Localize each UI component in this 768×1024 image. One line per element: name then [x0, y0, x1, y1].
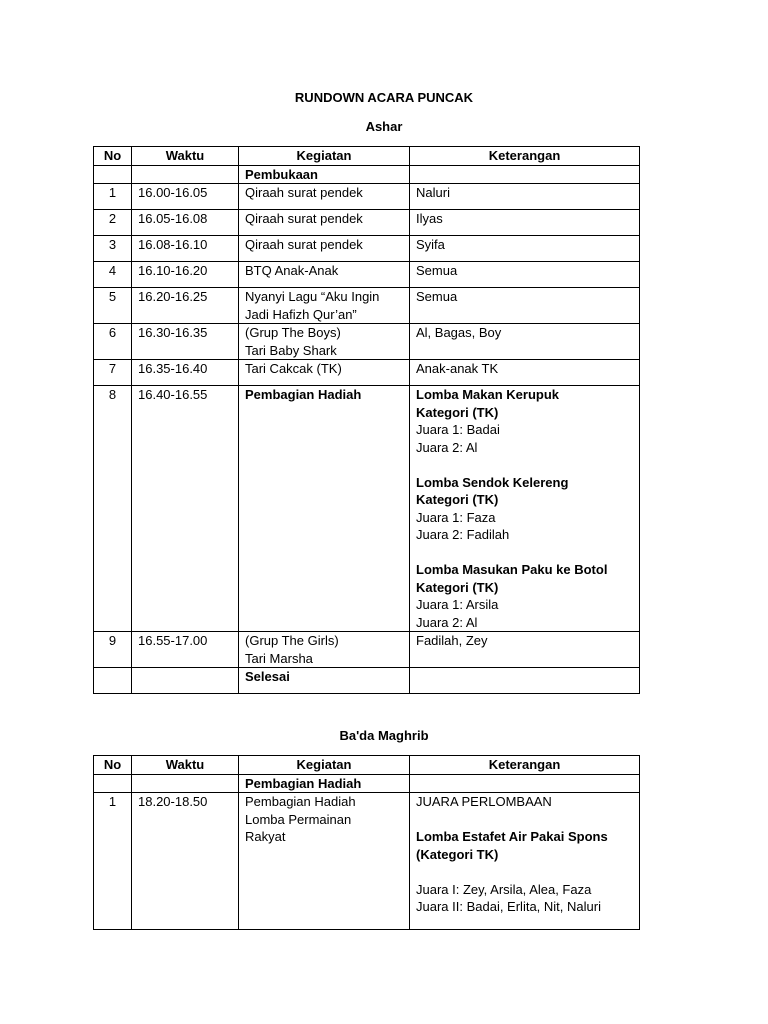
- cell-keterangan: [410, 386, 640, 632]
- lomba-title: Lomba Masukan Paku ke Botol: [416, 562, 608, 577]
- winner-line: Juara 2: Fadilah: [416, 527, 510, 542]
- header-waktu: Waktu: [132, 756, 239, 775]
- cell-kegiatan: [239, 184, 410, 210]
- lomba-title: Kategori (TK): [416, 404, 499, 420]
- spacer: [416, 456, 633, 474]
- cell-keterangan: [410, 288, 640, 324]
- kegiatan-line: (Grup The Girls): [245, 633, 339, 648]
- cell-no: 5: [94, 288, 132, 324]
- section-title-maghrib: Ba'da Maghrib: [339, 728, 429, 743]
- table-row-closing: [94, 668, 640, 694]
- cell-kegiatan: [239, 360, 410, 386]
- rundown-table-ashar: [93, 146, 640, 694]
- winner-line: Juara 1: Arsila: [416, 597, 499, 612]
- table-row: [94, 386, 640, 632]
- keterangan-line: Semua: [416, 263, 458, 278]
- cell-no: 7: [94, 360, 132, 386]
- kegiatan-line: Qiraah surat pendek: [245, 237, 363, 252]
- spacer: [416, 544, 633, 562]
- cell-no: 4: [94, 262, 132, 288]
- table-row: [94, 288, 640, 324]
- kegiatan-line: Rakyat: [245, 829, 286, 844]
- table-row: [94, 632, 640, 668]
- cell-keterangan: [410, 324, 640, 360]
- cell-kegiatan: Selesai: [239, 668, 410, 694]
- cell-keterangan: [410, 210, 640, 236]
- cell-waktu: [132, 774, 239, 793]
- kegiatan-line: Tari Cakcak (TK): [245, 361, 342, 376]
- kegiatan-line: Qiraah surat pendek: [245, 211, 363, 226]
- cell-keterangan: [410, 184, 640, 210]
- table-header-row: [94, 147, 640, 166]
- kegiatan-line: Qiraah surat pendek: [245, 185, 363, 200]
- cell-kegiatan: [239, 288, 410, 324]
- cell-kegiatan: Pembukaan: [239, 165, 410, 184]
- cell-keterangan: [410, 668, 640, 694]
- table-row: [94, 324, 640, 360]
- header-kegiatan: Kegiatan: [239, 756, 410, 775]
- kegiatan-line: Pembagian Hadiah: [245, 794, 356, 809]
- lomba-title: (Kategori TK): [416, 846, 499, 862]
- cell-kegiatan: [239, 236, 410, 262]
- lomba-title: Lomba Estafet Air Pakai Spons: [416, 829, 608, 844]
- table-row: [94, 262, 640, 288]
- kegiatan-line: (Grup The Boys): [245, 325, 341, 340]
- keterangan-line: Al, Bagas, Boy: [416, 325, 502, 340]
- kegiatan-line: Nyanyi Lagu “Aku Ingin: [245, 289, 380, 304]
- lomba-title: Lomba Makan Kerupuk: [416, 387, 560, 402]
- cell-waktu: 16.40-16.55: [132, 386, 239, 632]
- cell-keterangan: [410, 236, 640, 262]
- table-header-row: [94, 756, 640, 775]
- cell-waktu: 16.00-16.05: [132, 184, 239, 210]
- keterangan-line: Anak-anak TK: [416, 361, 499, 376]
- cell-waktu: 16.08-16.10: [132, 236, 239, 262]
- table-row: [94, 236, 640, 262]
- cell-kegiatan: [239, 262, 410, 288]
- cell-waktu: [132, 668, 239, 694]
- header-keterangan: Keterangan: [410, 756, 640, 775]
- cell-keterangan: Fadilah, Zey: [410, 632, 640, 668]
- cell-waktu: 16.55-17.00: [132, 632, 239, 668]
- cell-no: 8: [94, 386, 132, 632]
- winner-line: Juara 2: Al: [416, 614, 478, 630]
- table-row-opening: [94, 165, 640, 184]
- winner-line: Juara 2: Al: [416, 439, 478, 455]
- winner-line: Juara I: Zey, Arsila, Alea, Faza: [416, 881, 592, 897]
- cell-keterangan: [410, 262, 640, 288]
- header-kegiatan: Kegiatan: [239, 147, 410, 166]
- cell-kegiatan: Pembagian Hadiah: [239, 774, 410, 793]
- cell-waktu: 16.35-16.40: [132, 360, 239, 386]
- cell-no: 6: [94, 324, 132, 360]
- lomba-title: Lomba Sendok Kelereng: [416, 474, 569, 490]
- keterangan-heading: JUARA PERLOMBAAN: [416, 794, 552, 809]
- cell-waktu: 16.20-16.25: [132, 288, 239, 324]
- spacer: [416, 811, 633, 829]
- winner-line: Juara 1: Faza: [416, 509, 496, 525]
- keterangan-line: Ilyas: [416, 211, 443, 226]
- cell-kegiatan: [239, 210, 410, 236]
- kegiatan-line: Lomba Permainan: [245, 811, 352, 827]
- cell-no: 2: [94, 210, 132, 236]
- header-waktu: Waktu: [132, 147, 239, 166]
- keterangan-line: Syifa: [416, 237, 445, 252]
- cell-no: [94, 165, 132, 184]
- cell-keterangan: [410, 165, 640, 184]
- keterangan-line: Semua: [416, 289, 458, 304]
- cell-kegiatan: [239, 632, 410, 668]
- cell-kegiatan: [239, 793, 410, 930]
- header-keterangan: Keterangan: [410, 147, 640, 166]
- kegiatan-line: Tari Baby Shark: [245, 342, 337, 358]
- winner-line: Juara 1: Badai: [416, 422, 500, 437]
- cell-waktu: 16.30-16.35: [132, 324, 239, 360]
- cell-kegiatan: [239, 324, 410, 360]
- cell-kegiatan: Pembagian Hadiah: [239, 386, 410, 632]
- cell-waktu: 16.05-16.08: [132, 210, 239, 236]
- table-row: [94, 793, 640, 930]
- rundown-table-maghrib: [93, 755, 640, 930]
- cell-no: 1: [94, 184, 132, 210]
- keterangan-line: Naluri: [416, 185, 450, 200]
- cell-no: [94, 668, 132, 694]
- cell-no: 9: [94, 632, 132, 668]
- winner-line: Juara II: Badai, Erlita, Nit, Naluri: [416, 899, 601, 914]
- lomba-title: Kategori (TK): [416, 579, 499, 595]
- cell-no: [94, 774, 132, 793]
- document-title: RUNDOWN ACARA PUNCAK: [294, 90, 474, 105]
- cell-waktu: 16.10-16.20: [132, 262, 239, 288]
- cell-keterangan: [410, 774, 640, 793]
- table-row: [94, 184, 640, 210]
- table-row: [94, 210, 640, 236]
- spacer: [416, 863, 633, 881]
- cell-no: 1: [94, 793, 132, 930]
- table-row-opening: [94, 774, 640, 793]
- cell-keterangan: [410, 793, 640, 930]
- kegiatan-line: Tari Marsha: [245, 650, 313, 666]
- section-title-ashar: Ashar: [365, 119, 403, 134]
- cell-waktu: 18.20-18.50: [132, 793, 239, 930]
- kegiatan-line: Jadi Hafizh Qur’an”: [245, 306, 357, 322]
- kegiatan-line: BTQ Anak-Anak: [245, 263, 339, 278]
- table-row: [94, 360, 640, 386]
- cell-keterangan: [410, 360, 640, 386]
- lomba-title: Kategori (TK): [416, 492, 499, 507]
- header-no: No: [94, 756, 132, 775]
- cell-waktu: [132, 165, 239, 184]
- cell-no: 3: [94, 236, 132, 262]
- header-no: No: [94, 147, 132, 166]
